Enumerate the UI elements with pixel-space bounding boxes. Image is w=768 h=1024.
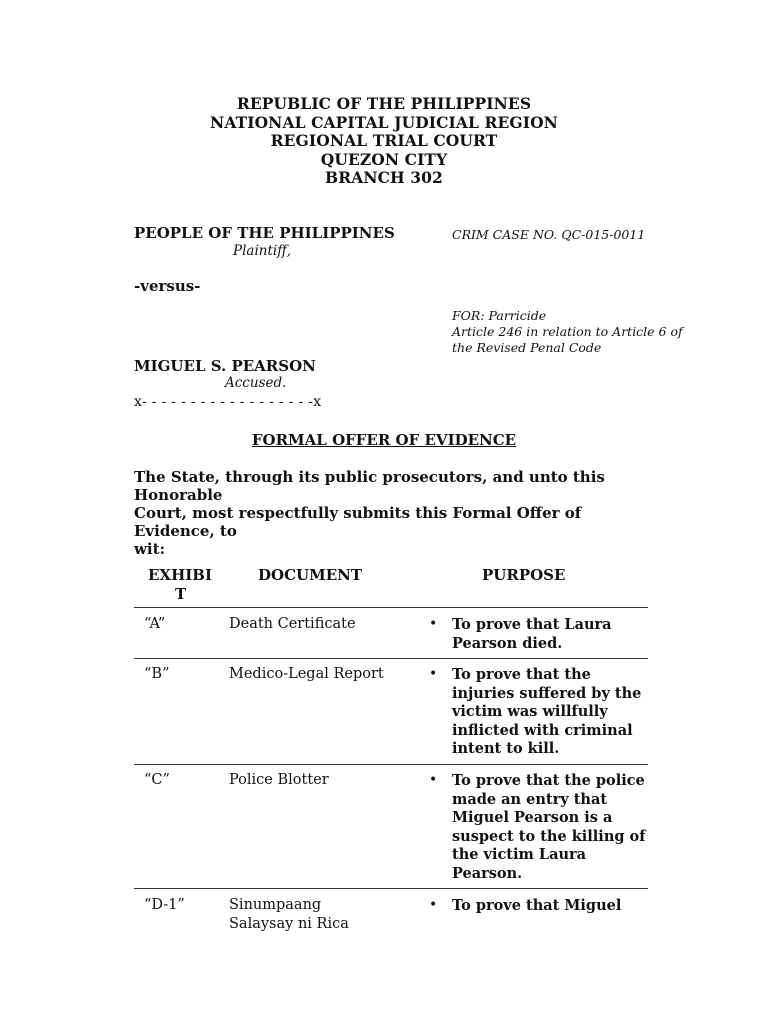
bullet-icon: • [429,616,438,632]
charge-line: FOR: Parricide [452,308,547,323]
header-purpose: PURPOSE [482,566,566,584]
document-cell [229,896,349,933]
bullet-icon: • [429,666,438,682]
header-exhibit: EXHIBI [148,566,212,584]
header-branch: BRANCH 302 [325,168,443,187]
header-court: REGIONAL TRIAL COURT [270,131,498,150]
exhibit-cell: “A” [144,616,166,632]
exhibit-cell: “C” [144,772,170,788]
purpose-cell [452,616,652,653]
purpose-cell [452,897,652,916]
bullet-icon: • [429,772,438,788]
charge-article: Article 246 in relation to Article 6 of [452,324,683,339]
case-number: CRIM CASE NO. QC-015-0011 [452,227,646,242]
intro-paragraph [134,468,654,558]
header-document: DOCUMENT [258,566,363,584]
purpose-line: intent to kill. [452,740,560,757]
caption-separator: x- - - - - - - - - - - - - - - - - -x [134,394,322,410]
exhibit-cell: “D-1” [144,897,185,913]
purpose-line: victim was willfully [452,703,608,720]
intro-line-1: The State, through its public prosecutors, and unto this Honorable [134,468,605,504]
purpose-line: made an entry that [452,790,608,808]
plaintiff-role: Plaintiff, [233,243,292,259]
purpose-cell [452,666,652,759]
purpose-line: Miguel Pearson is a [452,809,613,826]
purpose-line: Pearson. [452,864,523,882]
accused-role: Accused. [225,375,287,391]
table-divider [134,658,648,659]
title-wrap [0,430,768,449]
document-title: FORMAL OFFER OF EVIDENCE [251,431,517,449]
document-line: Sinumpaang [229,897,322,913]
purpose-line: suspect to the killing of [452,827,646,845]
document-cell: Death Certificate [229,616,356,632]
exhibit-cell: “B” [144,666,170,682]
purpose-line: To prove that Miguel [452,897,622,914]
table-divider [134,607,648,608]
charge-code: the Revised Penal Code [452,340,602,355]
header-city: QUEZON CITY [320,150,448,169]
versus-label: -versus- [134,277,201,295]
document-cell: Police Blotter [229,772,329,788]
table-divider [134,888,648,889]
header-exhibit-wrap: T [175,585,187,603]
document-line: Salaysay ni Rica [229,915,349,932]
purpose-line: To prove that Laura [452,616,612,633]
table-divider [134,764,648,765]
purpose-line: inflicted with criminal [452,721,633,739]
plaintiff-name: PEOPLE OF THE PHILIPPINES [134,224,395,242]
purpose-line: injuries suffered by the [452,684,642,702]
purpose-line: Pearson died. [452,634,563,652]
purpose-cell [452,772,652,883]
bullet-icon: • [429,897,438,913]
intro-line-3: wit: [134,540,166,558]
purpose-line: To prove that the police [452,772,645,789]
intro-line-2: Court, most respectfully submits this Formal Offer of Evidence, to [134,504,582,540]
purpose-line: the victim Laura [452,846,587,863]
header-republic: REPUBLIC OF THE PHILIPPINES [236,94,532,113]
accused-name: MIGUEL S. PEARSON [134,357,316,375]
document-cell: Medico-Legal Report [229,666,384,682]
header-region: NATIONAL CAPITAL JUDICIAL REGION [210,113,558,132]
purpose-line: To prove that the [452,666,591,683]
